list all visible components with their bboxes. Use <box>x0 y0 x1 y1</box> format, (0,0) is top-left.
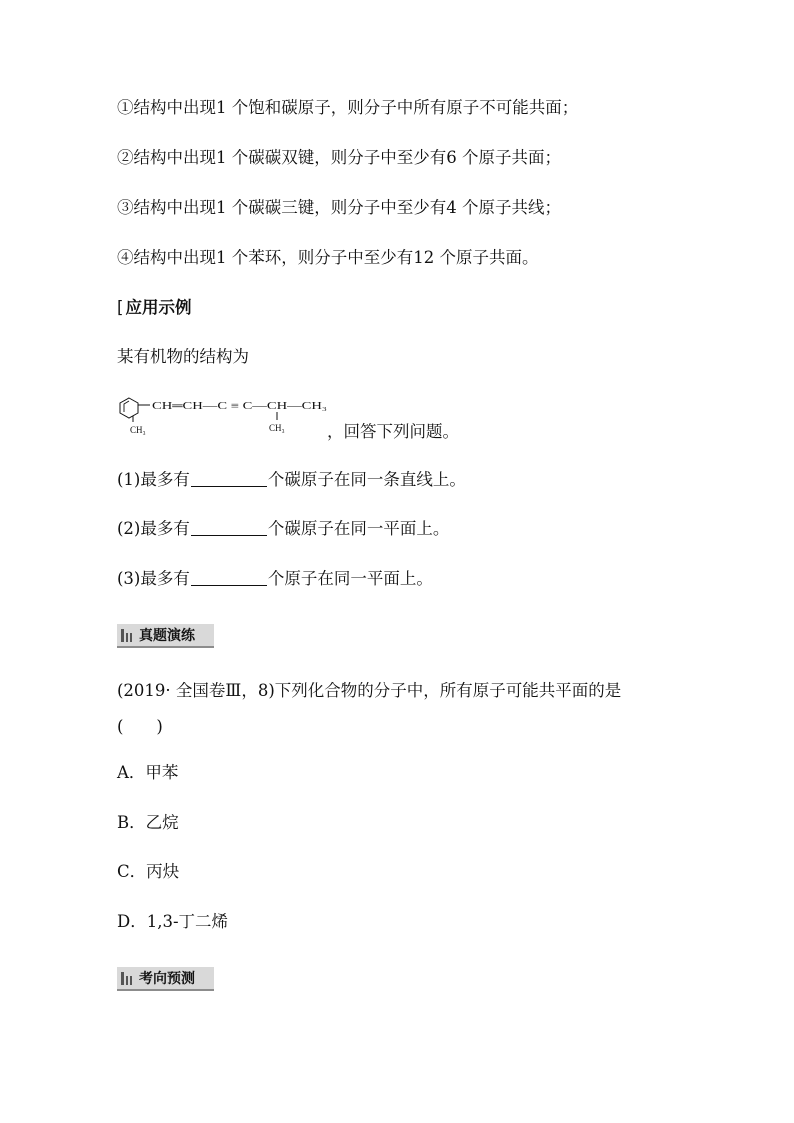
question-2-suffix: 个碳原子在同一平面上。 <box>267 519 450 538</box>
section-badge-real-exam <box>117 624 214 648</box>
section-title-real-exam: 真题演练 <box>139 628 195 644</box>
example-heading-text: 应用示例 <box>125 298 192 317</box>
exam-stem-line-2: ( ) <box>117 717 163 736</box>
option-b[interactable]: B．乙烷 <box>117 813 179 832</box>
section-bars-icon <box>121 972 134 985</box>
option-d[interactable]: D．1,3-丁二烯 <box>117 912 229 931</box>
example-heading-bracket: [ <box>117 298 124 317</box>
benzene-inner-bond <box>124 401 129 412</box>
section-badge-prediction <box>117 967 214 991</box>
option-a[interactable]: A．甲苯 <box>117 763 179 782</box>
question-2 <box>117 518 449 540</box>
question-3 <box>117 568 433 590</box>
answer-blank-1[interactable] <box>191 470 267 487</box>
example-intro: 某有机物的结构为 <box>117 347 249 366</box>
answer-blank-2[interactable] <box>191 519 267 536</box>
structural-formula <box>117 395 332 437</box>
rule-3: ③结构中出现1 个碳碳三键，则分子中至少有4 个原子共线； <box>117 198 561 217</box>
chain-methyl-label: CH₃ <box>269 423 285 433</box>
question-1-suffix: 个碳原子在同一条直线上。 <box>267 470 466 489</box>
question-3-prefix: (3)最多有 <box>117 569 190 588</box>
formula-tail: ，回答下列问题。 <box>327 422 459 441</box>
rule-1: ①结构中出现1 个饱和碳原子，则分子中所有原子不可能共面； <box>117 98 579 117</box>
rule-2: ②结构中出现1 个碳碳双键，则分子中至少有6 个原子共面； <box>117 148 561 167</box>
rule-4: ④结构中出现1 个苯环，则分子中至少有12 个原子共面。 <box>117 248 539 267</box>
exam-stem-line-1: (2019· 全国卷Ⅲ，8)下列化合物的分子中，所有原子可能共平面的是 <box>117 681 622 700</box>
question-3-suffix: 个原子在同一平面上。 <box>267 569 433 588</box>
question-2-prefix: (2)最多有 <box>117 519 190 538</box>
answer-blank-3[interactable] <box>191 569 267 586</box>
section-title-prediction: 考向预测 <box>139 971 195 987</box>
ring-methyl-label: CH₃ <box>130 425 146 435</box>
option-c[interactable]: C．丙炔 <box>117 862 180 881</box>
question-1-prefix: (1)最多有 <box>117 470 190 489</box>
chain-label: CH═CH—C ≡ C—CH—CH₃ <box>152 401 328 412</box>
example-heading <box>117 297 191 319</box>
section-bars-icon <box>121 629 134 642</box>
question-1 <box>117 469 466 491</box>
